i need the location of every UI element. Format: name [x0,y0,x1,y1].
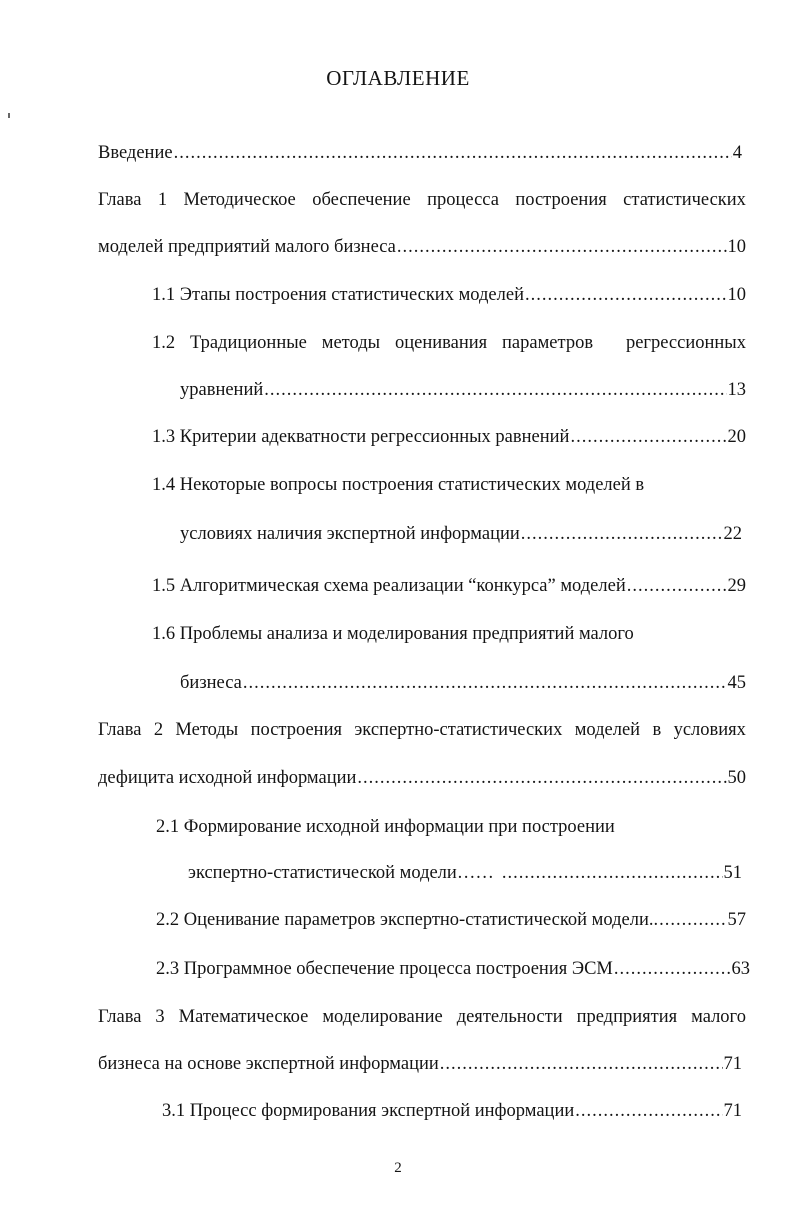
toc-section-1-4-line1[interactable]: 1.4 Некоторые вопросы построения статистических моделей в [152,475,645,495]
toc-page-number: 10 [727,237,746,257]
toc-entry-label: дефицита исходной информации [98,768,357,788]
word: 1 [157,190,168,210]
word: параметров [502,333,594,353]
toc-section-1-4-line2[interactable] [180,522,742,546]
toc-page-number: 4 [732,143,742,163]
leader-dots [521,522,723,546]
toc-page-number: 13 [727,380,746,400]
word: обеспечение [312,190,411,210]
word: 3 [155,1007,165,1027]
toc-entry-label: 1.5 Алгоритмическая схема реализации “конкурса” моделей [152,576,626,596]
word: в [652,720,662,740]
word: методы [321,333,381,353]
toc-chapter-2-line1[interactable] [98,718,746,742]
word: построения [515,190,607,210]
word: Методическое [183,190,296,210]
word: Глава [98,720,142,740]
toc-page-number: 50 [727,768,746,788]
word: 1.2 [152,333,176,353]
toc-entry-label: 1.3 Критерии адекватности регрессионных равнений [152,427,570,447]
leader-dots [659,908,726,932]
word: процесса [427,190,499,210]
toc-page-number: 71 [723,1101,742,1121]
toc-page-number: 29 [727,576,746,596]
toc-section-2-1-line1[interactable]: 2.1 Формирование исходной информации при построении [156,817,615,837]
toc-section-1-6-line1[interactable]: 1.6 Проблемы анализа и моделирования предприятий малого [152,624,634,644]
toc-entry-label: 2.2 Оценивание параметров экспертно-статистической модели.. [156,910,659,930]
leader-dots [570,425,726,449]
toc-entry-label: условиях наличия экспертной информации [180,524,520,544]
word: предприятия [576,1007,678,1027]
word: Глава [98,1007,142,1027]
leader-dots [243,671,727,695]
toc-section-1-2-line2[interactable] [180,378,746,402]
page-number: 2 [394,1160,402,1176]
toc-entry-label: 3.1 Процесс формирования экспертной информации [162,1101,575,1121]
toc-page-number: 51 [723,863,742,883]
toc-entry-intro[interactable] [98,141,742,165]
toc-page-number: 71 [723,1054,742,1074]
leader-dots [575,1099,722,1123]
leader-dots [397,235,727,259]
leader-dots [525,283,727,307]
word: деятельности [456,1007,563,1027]
toc-entry-label: экспертно-статистической модели…… [188,863,494,883]
toc-page-number: 20 [727,427,746,447]
word: моделей [574,720,641,740]
toc-section-1-2-line1[interactable] [152,331,746,355]
leader-dots [264,378,726,402]
scan-mark [8,113,10,118]
toc-chapter-3-line2[interactable] [98,1052,742,1076]
toc-page-number: 57 [727,910,746,930]
toc-entry-label: бизнеса на основе экспертной информации [98,1054,439,1074]
toc-entry-label: 2.3 Программное обеспечение процесса построения ЭСМ [156,959,613,979]
toc-section-1-5[interactable] [152,574,746,598]
word: 2 [153,720,164,740]
word: построения [250,720,342,740]
word: регрессионных [625,333,746,353]
toc-page-number: 45 [727,673,746,693]
word: Глава [98,190,142,210]
toc-section-1-3[interactable] [152,425,746,449]
toc-entry-label: Введение [98,143,173,163]
toc-chapter-2-line2[interactable] [98,766,746,790]
leader-dots [502,861,723,885]
toc-section-2-1-line2[interactable] [188,861,742,885]
word: моделирование [322,1007,443,1027]
word: Методы [175,720,239,740]
word: статистических [623,190,746,210]
toc-chapter-3-line1[interactable] [98,1005,746,1029]
word: условиях [673,720,746,740]
toc-page-number: 63 [731,959,750,979]
toc-section-1-6-line2[interactable] [180,671,746,695]
leader-dots [614,957,731,981]
toc-chapter-1-line1[interactable] [98,188,746,212]
word: экспертно-статистических [354,720,563,740]
toc-page-number: 10 [727,285,746,305]
toc-entry-label: бизнеса [180,673,242,693]
toc-page-number: 22 [723,524,742,544]
word: малого [691,1007,746,1027]
leader-dots [357,766,726,790]
toc-section-2-2[interactable] [156,908,746,932]
toc-chapter-1-line2[interactable] [98,235,746,259]
toc-section-3-1[interactable] [162,1099,742,1123]
toc-entry-label: 1.1 Этапы построения статистических моделей [152,285,524,305]
leader-dots [627,574,727,598]
leader-dots [440,1052,723,1076]
toc-section-2-3[interactable] [156,957,750,981]
word: Математическое [178,1007,309,1027]
word: Традиционные [190,333,307,353]
leader-dots [174,141,732,165]
toc-entry-label: уравнений [180,380,264,400]
page-title: ОГЛАВЛЕНИЕ [326,66,470,90]
word: оценивания [394,333,488,353]
toc-entry-label: моделей предприятий малого бизнеса [98,237,396,257]
toc-section-1-1[interactable] [152,283,746,307]
